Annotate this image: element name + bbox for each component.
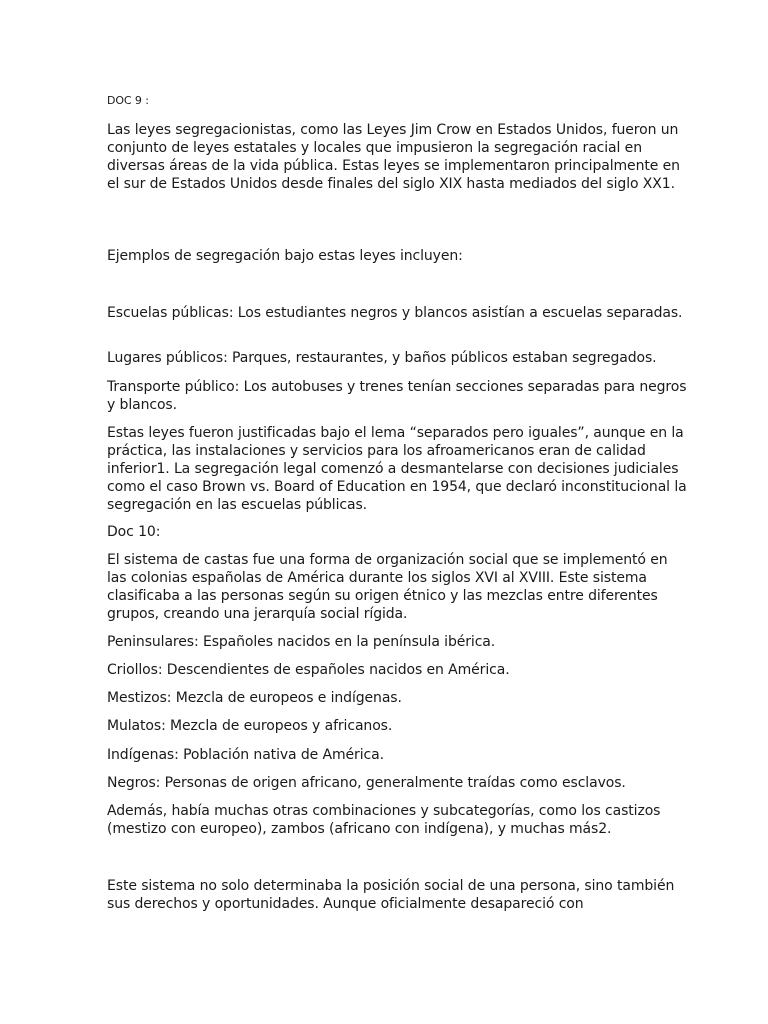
doc9-example-public-places: Lugares públicos: Parques, restaurantes, y baños públicos estaban segregados.: [107, 350, 657, 366]
doc9-intro-paragraph: Las leyes segregacionistas, como las Leyes Jim Crow en Estados Unidos, fueron un conjunto de leyes estatales y locales que impusieron la segregación racial en diversas áreas de la vida pública. Estas leyes se implementaron principalmente en el sur de Estados Unidos desde finales del siglo XIX hasta mediados del siglo XX1.: [107, 122, 680, 192]
doc9-heading: DOC 9 :: [107, 94, 149, 107]
caste-item-criollos: Criollos: Descendientes de españoles nacidos en América.: [107, 662, 510, 678]
caste-item-peninsulares: Peninsulares: Españoles nacidos en la península ibérica.: [107, 634, 496, 650]
doc10-intro-paragraph: El sistema de castas fue una forma de organización social que se implementó en las colonias españolas de América durante los siglos XVI al XVIII. Este sistema clasificaba a las personas según su origen étnico y las mezclas entre diferentes grupos, creando una jerarquía social rígida.: [107, 552, 668, 622]
doc10-others-paragraph: Además, había muchas otras combinaciones y subcategorías, como los castizos (mestizo con europeo), zambos (africano con indígena), y muchas más2.: [107, 803, 661, 837]
doc9-conclusion-paragraph: Estas leyes fueron justificadas bajo el lema “separados pero iguales”, aunque en la práctica, las instalaciones y servicios para los afroamericanos eran de calidad inferior1. La segregación legal comenzó a desmantelarse con decisiones judiciales como el caso Brown vs. Board of Education en 1954, que declaró inconstitucional la segregación en las escuelas públicas.: [107, 425, 687, 513]
doc9-examples-intro: Ejemplos de segregación bajo estas leyes incluyen:: [107, 248, 463, 264]
caste-item-mulatos: Mulatos: Mezcla de europeos y africanos.: [107, 718, 393, 734]
doc10-closing-paragraph: Este sistema no solo determinaba la posición social de una persona, sino también sus derechos y oportunidades. Aunque oficialmente desapareció con: [107, 878, 675, 912]
caste-item-indigenas: Indígenas: Población nativa de América.: [107, 747, 384, 763]
caste-item-mestizos: Mestizos: Mezcla de europeos e indígenas.: [107, 690, 402, 706]
doc9-example-schools: Escuelas públicas: Los estudiantes negros y blancos asistían a escuelas separadas.: [107, 305, 683, 321]
doc10-heading: Doc 10:: [107, 524, 161, 540]
caste-item-negros: Negros: Personas de origen africano, generalmente traídas como esclavos.: [107, 775, 626, 791]
doc9-example-transport: Transporte público: Los autobuses y trenes tenían secciones separadas para negros y blancos.: [107, 379, 687, 413]
